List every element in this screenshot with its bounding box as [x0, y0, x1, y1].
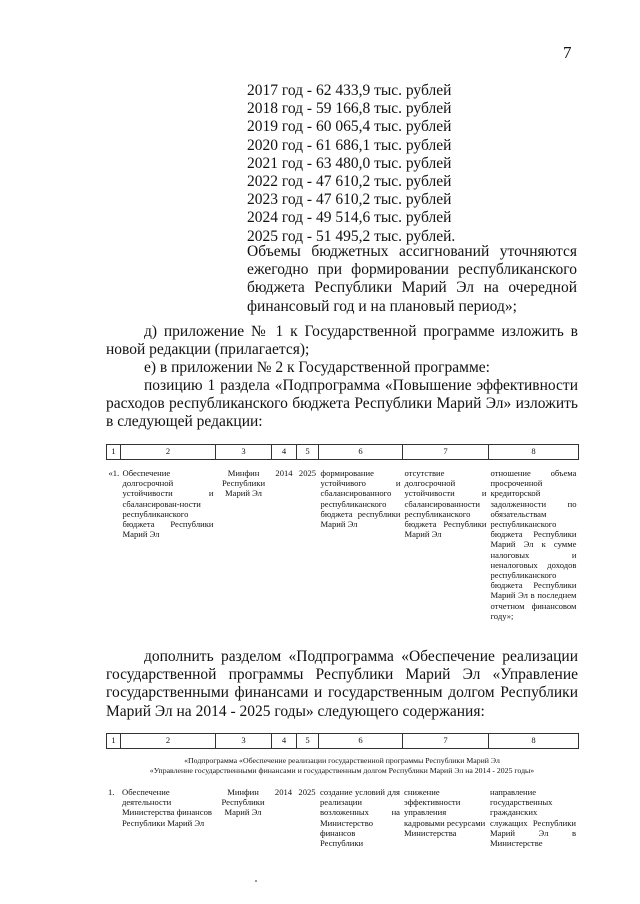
row-title: Обеспечение деятельности Министерства финансов Республики Марий Эл — [122, 787, 212, 828]
table-header-row — [107, 445, 579, 460]
header-cell: 5 — [297, 734, 319, 749]
header-cell: 6 — [319, 734, 403, 749]
row-executor: Минфин Республики Марий Эл — [221, 787, 265, 818]
header-cell: 7 — [403, 445, 489, 460]
table-subprogram-header — [106, 733, 579, 749]
row-consequences: снижение эффективности управления кадровыми ресурсами Министерства — [404, 787, 486, 838]
paragraph-position: позицию 1 раздела «Подпрограмма «Повышение эффективности расходов республиканского бюджета Республики Марий Эл» изложить в следующей редакции: — [106, 377, 578, 431]
header-cell: 4 — [272, 734, 297, 749]
header-cell: 8 — [489, 734, 579, 749]
funding-year-line: 2021 год - 63 480,0 тыс. рублей — [247, 154, 452, 172]
table-position-1 — [106, 444, 579, 622]
row-consequences: отсутствие долгосрочной устойчивости и сбалансированности республиканского бюджета Республики Марий Эл — [404, 468, 487, 540]
header-cell: 1 — [107, 445, 121, 460]
header-cell: 7 — [403, 734, 489, 749]
table-subprogram-row — [106, 786, 578, 849]
header-cell: 1 — [107, 734, 121, 749]
header-cell: 8 — [489, 445, 579, 460]
paragraph-e: е) в приложении № 2 к Государственной программе: — [144, 359, 490, 376]
row-number: «1. — [108, 468, 120, 478]
row-expected-result: создание условий для реализации возложенных на Министерство финансов Республики — [320, 787, 400, 849]
row-indicator: направление государственных гражданских служащих Республики Марий Эл в Министерстве — [490, 787, 576, 849]
funding-year-line: 2020 год - 61 686,1 тыс. рублей — [247, 136, 452, 154]
row-number: 1. — [108, 787, 115, 797]
row-title: Обеспечение долгосрочной устойчивости и сбалансирован-ности республиканского бюджета Республики Марий Эл — [122, 468, 214, 540]
budget-note: Объемы бюджетных ассигнований уточняются ежегодно при формировании республиканского бюджета Республики Марий Эл на очередной финансовый год и на плановый период»; — [247, 243, 577, 315]
funding-year-line: 2018 год - 59 166,8 тыс. рублей — [247, 100, 452, 118]
page-number: 7 — [563, 43, 572, 62]
table-header-row — [107, 734, 579, 749]
header-cell: 5 — [297, 445, 319, 460]
header-cell: 2 — [121, 734, 216, 749]
row-expected-result: формирование устойчивого и сбалансированного республиканского бюджета республики Марий Эл — [320, 468, 401, 530]
header-cell: 6 — [319, 445, 403, 460]
row-indicator: отношение объема просроченной кредиторской задолженности по обязательствам республиканского бюджета Республики Марий Эл к сумме налоговых и неналоговых доходов республиканского бюджета Республики Марий Эл в последнем отчетном финансовом году»; — [490, 468, 577, 621]
funding-year-line: 2025 год - 51 495,2 тыс. рублей. — [247, 227, 456, 245]
funding-year-line: 2022 год - 47 610,2 тыс. рублей — [247, 173, 452, 191]
subprogram-title-line-1: «Подпрограмма «Обеспечение реализации государственной программы Республики Марий Эл — [184, 756, 500, 765]
row-end-year: 2025 — [298, 468, 317, 478]
paragraph-supplement: дополнить разделом «Подпрограмма «Обеспечение реализации государственной программы Республики Марий Эл «Управление государственными финансами и государственным долгом Республики Марий Эл на 2014 - 2025 годы» следующего содержания: — [106, 648, 578, 720]
header-cell: 3 — [216, 734, 272, 749]
row-executor: Минфин Республики Марий Эл — [221, 468, 266, 499]
funding-year-line: 2023 год - 47 610,2 тыс. рублей — [247, 191, 452, 209]
table-row — [106, 786, 578, 849]
funding-year-line: 2017 год - 62 433,9 тыс. рублей — [247, 82, 452, 99]
subprogram-title-line-2: «Управление государственными финансами и государственным долгом Республики Марий Эл на 2014 - 2025 годы» — [149, 766, 535, 775]
header-cell: 3 — [216, 445, 272, 460]
header-cell: 4 — [272, 445, 297, 460]
paragraph-d: д) приложение № 1 к Государственной программе изложить в новой редакции (прилагается); — [106, 323, 578, 359]
funding-year-line: 2019 год - 60 065,4 тыс. рублей — [247, 118, 452, 136]
funding-year-line: 2024 год - 49 514,6 тыс. рублей — [247, 209, 452, 227]
header-cell: 2 — [121, 445, 216, 460]
row-start-year: 2014 — [274, 787, 293, 797]
funding-years-list — [247, 82, 577, 246]
row-end-year: 2025 — [298, 787, 316, 797]
row-start-year: 2014 — [275, 468, 293, 478]
scan-speck — [255, 880, 257, 882]
table-row — [107, 467, 579, 622]
